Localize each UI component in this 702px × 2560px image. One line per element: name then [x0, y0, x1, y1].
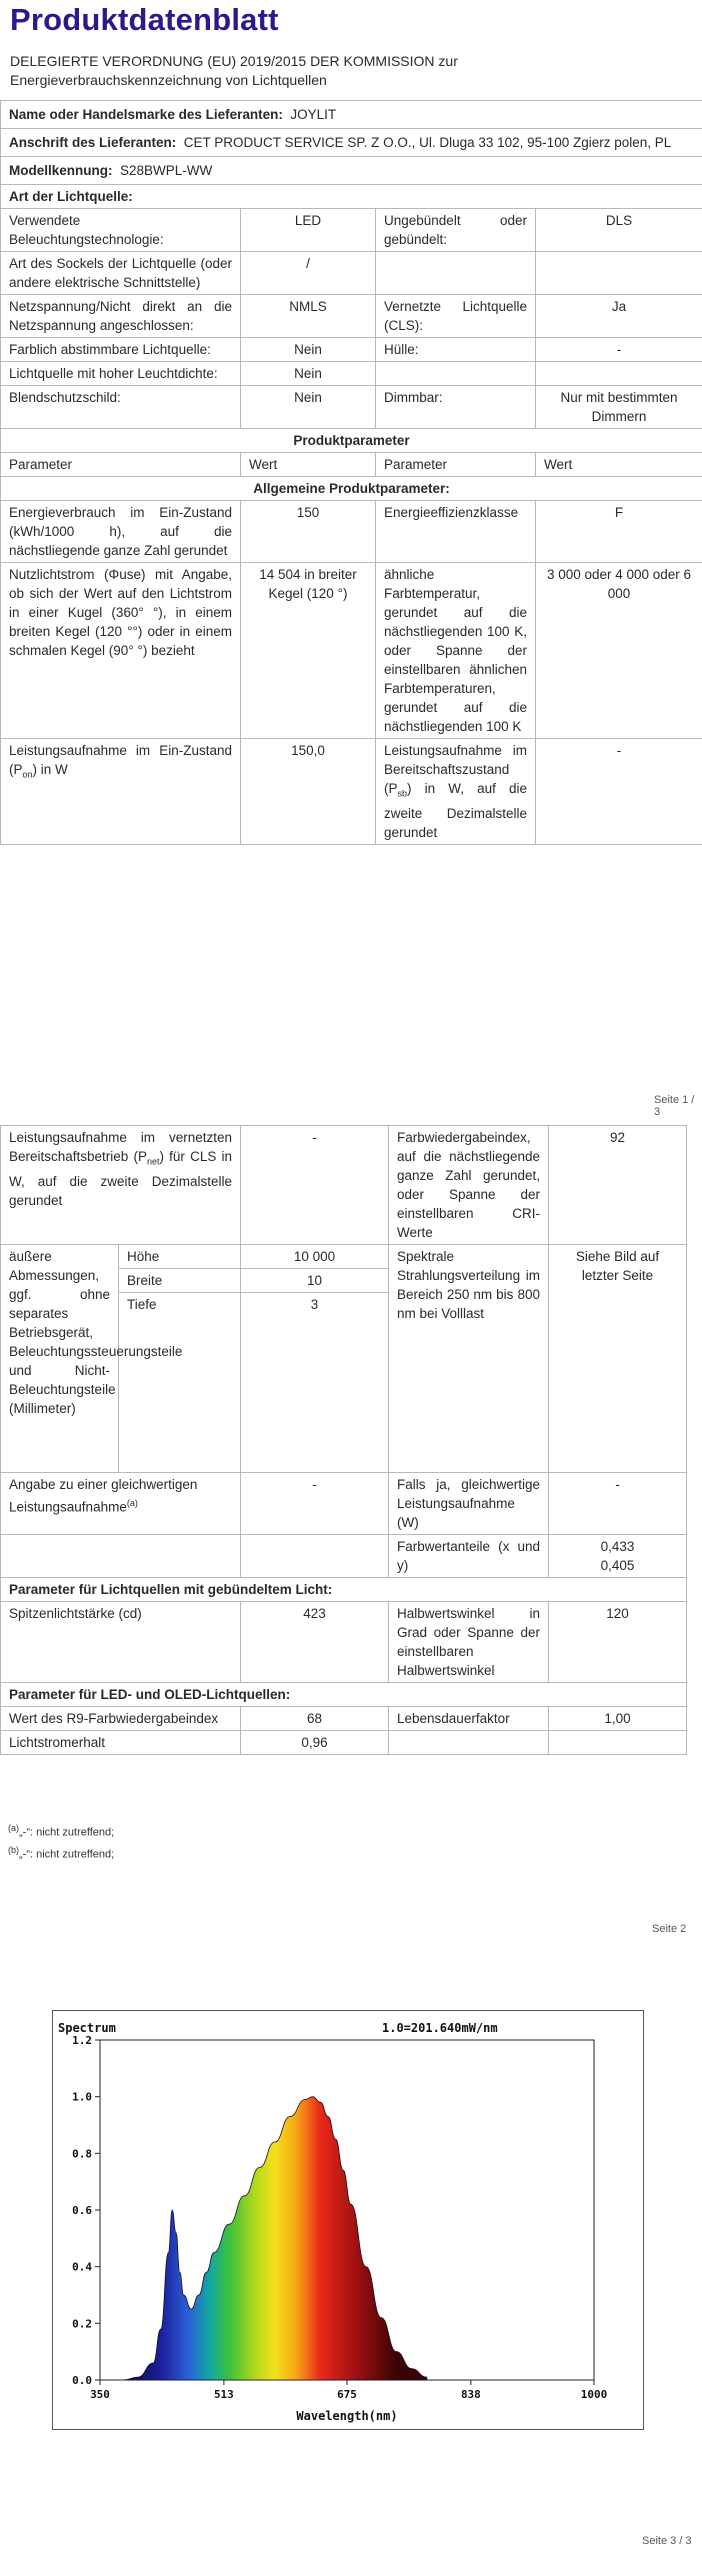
- general-heading-row: [1, 477, 702, 501]
- dims-row-1: [1, 1245, 687, 1269]
- led-heading-row: [1, 1683, 687, 1707]
- param-label: Angabe zu einer gleichwertigen Leistungsaufnahme$^{(a)}$: [1, 1473, 241, 1535]
- footnotes: [8, 1820, 114, 1863]
- param-label: Energieeffizienzklasse: [376, 501, 536, 563]
- params-heading-row: [1, 429, 702, 453]
- y-tick-label: 0.4: [72, 2260, 92, 2274]
- param-value: 0,96: [241, 1731, 389, 1755]
- type-value: Ja: [536, 295, 702, 338]
- chart-annotation: 1.0=201.640mW/nm: [382, 2021, 498, 2035]
- y-tick-label: 0.6: [72, 2204, 92, 2217]
- spectrum-svg: [52, 2010, 644, 2430]
- param-row-3: [1, 739, 702, 845]
- param-value: 150: [241, 501, 376, 563]
- param-label: Wert des R9-Farbwiedergabeindex: [1, 1707, 241, 1731]
- address-row: [1, 129, 702, 157]
- type-label: Hülle:: [376, 338, 536, 362]
- param-value: 120: [549, 1602, 687, 1683]
- type-row-1: [1, 209, 702, 252]
- footnote-b: $^{(b)}$„-“: nicht zutreffend;: [8, 1844, 115, 1861]
- model-value: S28BWPL-WW: [120, 163, 213, 178]
- page-2-footer: Seite 2: [652, 1923, 687, 1935]
- param-label: Farbwiedergabeindex, auf die nächstliegende ganze Zahl gerundet, oder Spanne der einstellbaren CRI-Werte: [389, 1126, 549, 1245]
- col-header-parameter: Parameter: [376, 453, 536, 477]
- params-heading: Produktparameter: [1, 429, 702, 453]
- x-tick-label: 513: [213, 2388, 234, 2401]
- param-value: F: [536, 501, 702, 563]
- trademark-label: Name oder Handelsmarke des Lieferanten:: [9, 107, 283, 122]
- led-row-1: [1, 1707, 687, 1731]
- param-label: Energieverbrauch im Ein-Zustand (kWh/1000 h), auf die nächstliegende ganze Zahl gerundet: [1, 501, 241, 563]
- trademark-value: JOYLIT: [290, 107, 337, 122]
- type-label: Vernetzte Lichtquelle (CLS):: [376, 295, 536, 338]
- supplier-table: [0, 100, 702, 845]
- type-label: Netzspannung/Nicht direkt an die Netzspannung angeschlossen:: [1, 295, 241, 338]
- chart-title: Spectrum: [58, 2021, 116, 2035]
- type-value: -: [536, 338, 702, 362]
- param-value: 3 000 oder 4 000 oder 6 000: [536, 563, 702, 739]
- param-row-2: [1, 563, 702, 739]
- type-row-2: [1, 252, 702, 295]
- x-tick-label: 838: [460, 2388, 481, 2401]
- type-label: Verwendete Beleuchtungstechnologie:: [1, 209, 241, 252]
- param-label: Leistungsaufnahme im Ein-Zustand $(P_{on})$ in W: [1, 739, 241, 845]
- directional-heading-row: [1, 1578, 687, 1602]
- param-label: Falls ja, gleichwertige Leistungsaufnahme (W): [389, 1473, 549, 1535]
- type-label: Art des Sockels der Lichtquelle (oder andere elektrische Schnittstelle): [1, 252, 241, 295]
- param-value: 1,00: [549, 1707, 687, 1731]
- type-value: Nein: [241, 338, 376, 362]
- page-subtitle: DELEGIERTE VERORDNUNG (EU) 2019/2015 DER KOMMISSION zur Energieverbrauchskennzeichnung von Lichtquellen: [10, 53, 458, 88]
- param-value: 423: [241, 1602, 389, 1683]
- param-value: 14 504 in breiter Kegel (120 °): [241, 563, 376, 739]
- param-label: [389, 1731, 549, 1755]
- type-value: [536, 362, 702, 386]
- dim-name: Breite: [119, 1269, 241, 1293]
- model-row: [1, 157, 702, 185]
- col-header-value: Wert: [536, 453, 702, 477]
- params-col-header-row: [1, 453, 702, 477]
- y-tick-label: 1.2: [72, 2034, 92, 2047]
- dim-name: Höhe: [119, 1245, 241, 1269]
- type-label: [376, 362, 536, 386]
- param-value: Siehe Bild auf letzter Seite: [549, 1245, 687, 1473]
- pnet-row: [1, 1126, 687, 1245]
- param-label: ähnliche Farbtemperatur, gerundet auf die nächstliegenden 100 K, oder Spanne der einstellbaren ähnlichen Farbtemperaturen, gerundet auf die nächstliegenden 100 K: [376, 563, 536, 739]
- type-row-4: [1, 338, 702, 362]
- param-label: Farbwertanteile (x und y): [389, 1535, 549, 1578]
- type-value: DLS: [536, 209, 702, 252]
- type-label: Dimmbar:: [376, 386, 536, 429]
- type-value: Nein: [241, 386, 376, 429]
- type-row-6: [1, 386, 702, 429]
- led-heading: Parameter für LED- und OLED-Lichtquellen:: [1, 1683, 687, 1707]
- page-title: Produktdatenblatt: [10, 2, 279, 37]
- model-label: Modellkennung:: [9, 163, 113, 178]
- y-tick-label: 0.8: [72, 2147, 92, 2161]
- type-value: NMLS: [241, 295, 376, 338]
- dim-value: 10 000: [241, 1245, 389, 1269]
- type-label: Lichtquelle mit hoher Leuchtdichte:: [1, 362, 241, 386]
- type-value: /: [241, 252, 376, 295]
- y-tick-label: 0.0: [72, 2374, 92, 2387]
- col-header-parameter: Parameter: [1, 453, 241, 477]
- type-label: Blendschutzschild:: [1, 386, 241, 429]
- param-label: Lichtstromerhalt: [1, 1731, 241, 1755]
- param-label: Leistungsaufnahme im vernetzten Bereitschaftsbetrieb $(P_{net})$ für CLS in W, auf die zweite Dezimalstelle gerundet: [1, 1126, 241, 1245]
- page-2: [0, 1125, 702, 1945]
- param-value: -: [241, 1473, 389, 1535]
- param-value: -: [536, 739, 702, 845]
- y-tick-label: 0.2: [72, 2317, 92, 2331]
- page-1: [0, 0, 702, 1118]
- led-row-2: [1, 1731, 687, 1755]
- x-tick-label: 675: [337, 2388, 357, 2401]
- type-heading-row: [1, 185, 702, 209]
- type-row-5: [1, 362, 702, 386]
- address-label: Anschrift des Lieferanten:: [9, 135, 177, 150]
- type-value: Nein: [241, 362, 376, 386]
- trademark-row: [1, 101, 702, 129]
- param-value: 0,433 0,405: [549, 1535, 687, 1578]
- param-value: 150,0: [241, 739, 376, 845]
- type-label: Farblich abstimmbare Lichtquelle:: [1, 338, 241, 362]
- empty-cell: [1, 1535, 241, 1578]
- param-label: Nutzlichtstrom (Φuse) mit Angabe, ob sich der Wert auf den Lichtstrom in einer Kugel (360° °), in einem breiten Kegel (120 °°) oder in einem schmalen Kegel (90° °) bezieht: [1, 563, 241, 739]
- type-label: Ungebündelt oder gebündelt:: [376, 209, 536, 252]
- param-value: [549, 1731, 687, 1755]
- page-1-footer: Seite 1 / 3: [654, 1094, 695, 1118]
- param-value: 68: [241, 1707, 389, 1731]
- param-label: Lebensdauerfaktor: [389, 1707, 549, 1731]
- spectrum-chart: [52, 2010, 644, 2430]
- page2-table: [0, 1125, 687, 1755]
- param-label: Spektrale Strahlungsverteilung im Bereich 250 nm bis 800 nm bei Volllast: [389, 1245, 549, 1473]
- param-value: -: [549, 1473, 687, 1535]
- footnote-a: $^{(a)}$„-“: nicht zutreffend;: [8, 1823, 115, 1839]
- param-label: Leistungsaufnahme im Bereitschaftszustand $(P_{sb})$ in W, auf die zweite Dezimalstelle gerundet: [376, 739, 536, 845]
- x-tick-label: 1000: [580, 2388, 608, 2401]
- x-axis-label: Wavelength(nm): [296, 2409, 398, 2423]
- type-value: Nur mit bestimmten Dimmern: [536, 386, 702, 429]
- dim-value: 10: [241, 1269, 389, 1293]
- param-row-1: [1, 501, 702, 563]
- directional-heading: Parameter für Lichtquellen mit gebündeltem Licht:: [1, 1578, 687, 1602]
- dim-value: 3: [241, 1293, 389, 1473]
- param-value: 92: [549, 1126, 687, 1245]
- dims-label: äußere Abmessungen, ggf. ohne separates Betriebsgerät, Beleuchtungssteuerungsteile und Nicht-Beleuchtungsteile (Millimeter): [1, 1245, 119, 1473]
- page-3-footer: Seite 3 / 3: [642, 2535, 692, 2547]
- type-row-3: [1, 295, 702, 338]
- address-value: CET PRODUCT SERVICE SP. Z O.O., Ul. Dluga 33 102, 95-100 Zgierz polen, PL: [183, 135, 672, 150]
- equiv-row: [1, 1473, 687, 1535]
- type-value: [536, 252, 702, 295]
- y-tick-label: 1.0: [72, 2090, 92, 2104]
- param-value: -: [241, 1126, 389, 1245]
- type-label: [376, 252, 536, 295]
- x-tick-label: 350: [90, 2388, 110, 2401]
- empty-cell: [241, 1535, 389, 1578]
- general-heading: Allgemeine Produktparameter:: [1, 477, 702, 501]
- dim-name: Tiefe: [119, 1293, 241, 1473]
- param-label: Spitzenlichtstärke (cd): [1, 1602, 241, 1683]
- type-value: LED: [241, 209, 376, 252]
- chroma-row: [1, 1535, 687, 1578]
- param-label: Halbwertswinkel in Grad oder Spanne der einstellbaren Halbwertswinkel: [389, 1602, 549, 1683]
- type-heading: Art der Lichtquelle:: [1, 185, 702, 209]
- directional-row: [1, 1602, 687, 1683]
- col-header-value: Wert: [241, 453, 376, 477]
